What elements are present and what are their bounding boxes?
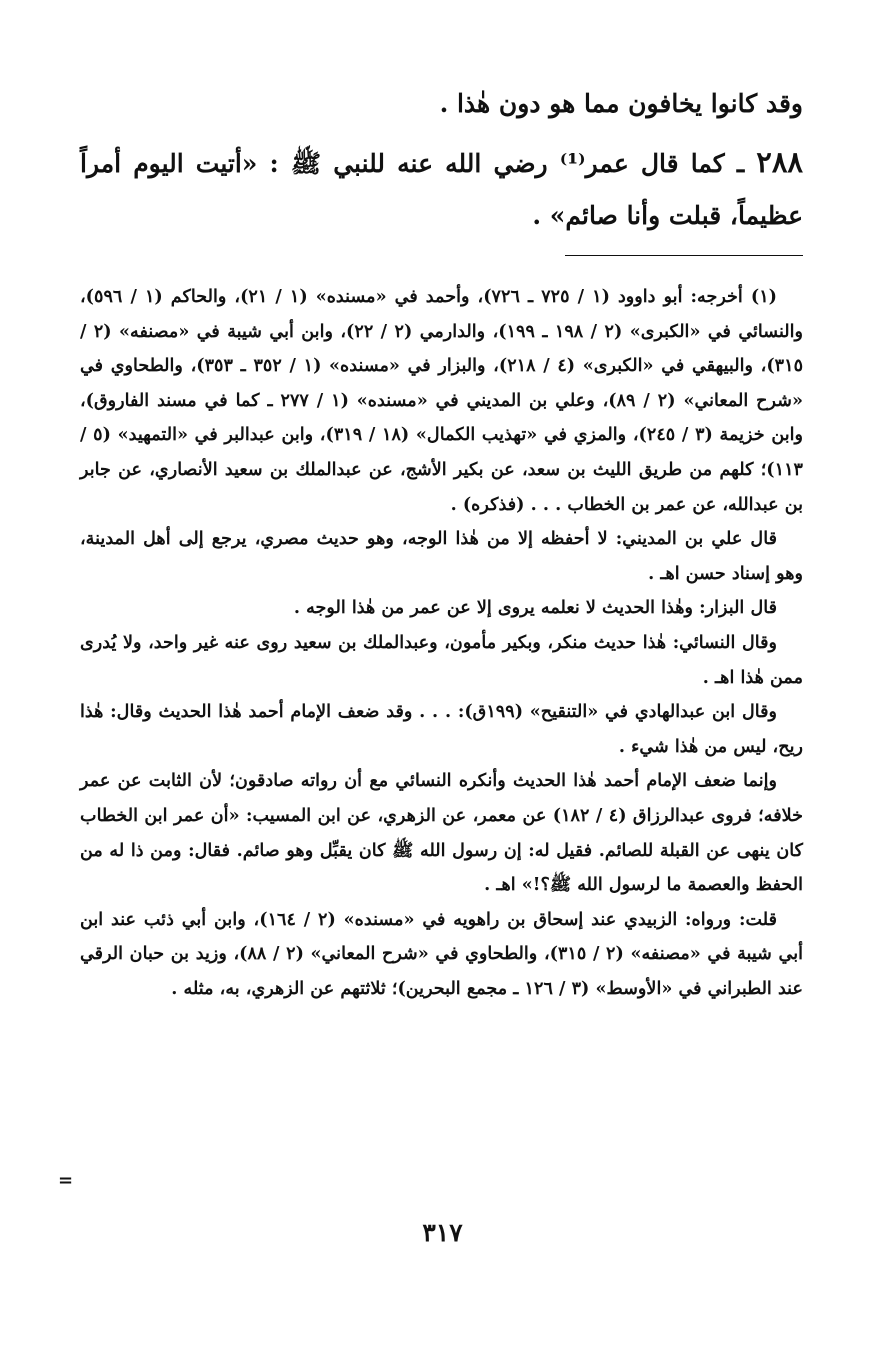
- footnote-paragraph: قال علي بن المديني: لا أحفظه إلا من هٰذا الوجه، وهو حديث مصري، يرجع إلى أهل المدينة، وهو إسناد حسن اهـ .: [80, 528, 803, 584]
- hadith-text: ـ كما قال عمر⁽¹⁾ رضي الله عنه للنبي ﷺ : «أتيت اليوم أمراً عظيماً، قبلت وأنا صائم» .: [80, 149, 803, 230]
- hadith-paragraph: [80, 136, 803, 242]
- footnote-paragraph: (١) أخرجه: أبو داوود (١ / ٧٢٥ ـ ٧٢٦)، وأحمد في «مسنده» (١ / ٢١)، والحاكم (١ / ٥٩٦)، والنسائي في «الكبرى» (٢ / ١٩٨ ـ ١٩٩)، والدارمي (٢ / ٢٢)، وابن أبي شيبة في «مصنفه» (٢ / ٣١٥)، والبيهقي في «الكبرى» (٤ / ٢١٨)، والبزار في «مسنده» (١ / ٣٥٢ ـ ٣٥٣)، والطحاوي في «شرح المعاني» (٢ / ٨٩)، وعلي بن المديني في «مسنده» (١ / ٢٧٧ ـ كما في مسند الفاروق)، وابن خزيمة (٣ / ٢٤٥)، والمزي في «تهذيب الكمال» (١٨ / ٣١٩)، وابن عبدالبر في «التمهيد» (٥ / ١١٣)؛ كلهم من طريق الليث بن سعد، عن بكير الأشج، عن عبدالملك بن سعيد الأنصاري، عن جابر بن عبدالله، عن عمر بن الخطاب . . . (فذكره) .: [80, 286, 804, 515]
- page-number: ٣١٧: [422, 1218, 463, 1247]
- main-text: [80, 78, 803, 242]
- main-line: وقد كانوا يخافون مما هو دون هٰذا .: [439, 89, 803, 118]
- footnote-paragraph: قال البزار: وهٰذا الحديث لا نعلمه يروى إلا عن عمر من هٰذا الوجه .: [293, 597, 777, 619]
- continuation-mark: =: [58, 1170, 74, 1191]
- footnote-separator: [565, 255, 803, 256]
- hadith-number: ٢٨٨: [756, 145, 803, 179]
- footnote-paragraph: وإنما ضعف الإمام أحمد هٰذا الحديث وأنكره النسائي مع أن رواته صادقون؛ لأن الثابت عن عمر خلافه؛ فروى عبدالرزاق (٤ / ١٨٢) عن معمر، عن الزهري، عن ابن المسيب: «أن عمر ابن الخطاب كان ينهى عن القبلة للصائم. فقيل له: إن رسول الله ﷺ كان يقبِّل وهو صائم. فقال: ومن ذا له من الحفظ والعصمة ما لرسول الله ﷺ؟!» اهـ .: [80, 770, 803, 896]
- footnote-paragraph: وقال النسائي: هٰذا حديث منكر، وبكير مأمون، وعبدالملك بن سعيد روى عنه غير واحد، ولا يُدرى ممن هٰذا اهـ .: [80, 631, 803, 688]
- footnotes: [80, 280, 803, 1006]
- footnote-paragraph: قلت: ورواه: الزبيدي عند إسحاق بن راهويه في «مسنده» (٢ / ١٦٤)، وابن أبي ذئب عند ابن أبي شيبة في «مصنفه» (٢ / ٣١٥)، والطحاوي في «شرح المعاني» (٢ / ٨٨)، وزيد بن حبان الرقي عند الطبراني في «الأوسط» (٣ / ١٢٦ ـ مجمع البحرين)؛ ثلاثتهم عن الزهري، به، مثله .: [80, 908, 803, 999]
- footnote-paragraph: وقال ابن عبدالهادي في «التنقيح» (١٩٩ق): . . . وقد ضعف الإمام أحمد هٰذا الحديث وقال: هٰذا ريح، ليس من هٰذا شيء .: [80, 701, 803, 757]
